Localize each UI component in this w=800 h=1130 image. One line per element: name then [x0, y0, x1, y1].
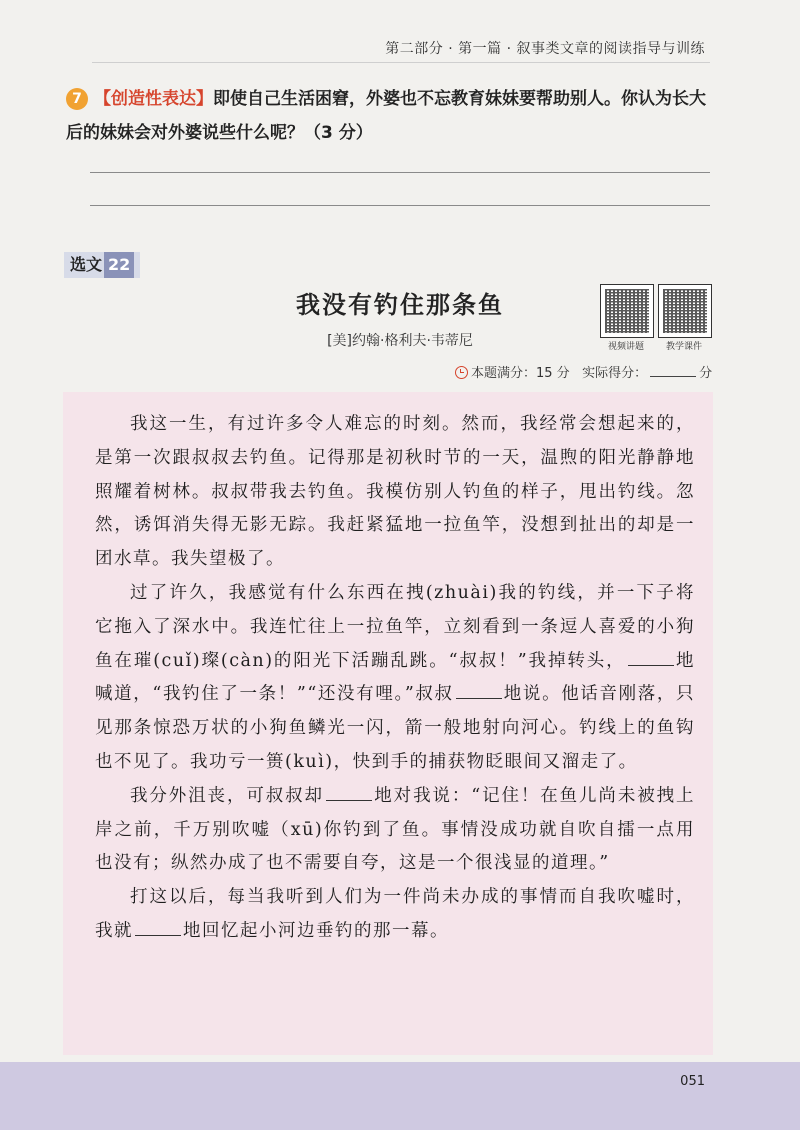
question-tag: 【创造性表达】 — [94, 89, 213, 109]
score-line — [455, 362, 712, 381]
full-score: 本题满分：15 分 — [471, 366, 570, 381]
paragraph-3-part-a: 我分外沮丧，可叔叔却 — [130, 785, 324, 806]
paragraph-4 — [95, 881, 695, 949]
fill-blank-1[interactable] — [628, 665, 674, 666]
paragraph-2-part-b: 地喊道，“我钓住了一条！”“还没有哩。”叔叔 — [95, 650, 696, 705]
article-author: [美]约翰·格利夫·韦蒂尼 — [327, 333, 473, 349]
qr-label-video: 视频讲题 — [607, 342, 644, 352]
selection-number: 22 — [104, 252, 134, 278]
footer-band — [0, 1062, 800, 1130]
fill-blank-4[interactable] — [135, 935, 181, 936]
clock-icon — [455, 366, 468, 379]
fill-blank-3[interactable] — [326, 800, 372, 801]
answer-line-2[interactable] — [90, 205, 710, 206]
actual-score-label: 实际得分： — [582, 366, 648, 381]
page-number: 051 — [680, 1074, 705, 1089]
passage-body — [95, 408, 695, 949]
selection-label — [64, 252, 140, 278]
qr-code-video-icon[interactable] — [600, 284, 654, 338]
paragraph-2-part-c: 地说。他话音刚落，只见那条惊恐万状的小狗鱼鳞光一闪，箭一般地射向河心。钓线上的鱼钩也不见了。我功亏一篑(kuì)，快到手的捕获物眨眼间又溜走了。 — [95, 684, 695, 772]
qr-label-courseware: 教学课件 — [665, 342, 702, 352]
fill-blank-2[interactable] — [456, 698, 502, 699]
paragraph-1: 我这一生，有过许多令人难忘的时刻。然而，我经常会想起来的，是第一次跟叔叔去钓鱼。记得那是初秋时节的一天，温煦的阳光静静地照耀着树林。叔叔带我去钓鱼。我模仿别人钓鱼的样子，甩出钓线。忽然，诱饵消失得无影无踪。我赶紧猛地一拉鱼竿，没想到扯出的却是一团水草。我失望极了。 — [95, 414, 695, 570]
paragraph-4-part-a: 打这以后，每当我听到人们为一件尚未办成的事情而自我吹嘘时，我就 — [95, 887, 695, 941]
question-number-badge: 7 — [66, 88, 88, 110]
paragraph-3-part-b: 地对我说：“记住！在鱼儿尚未被拽上岸之前，千万别吹嘘（xū)你钓到了鱼。事情没成功就自吹自擂一点用也没有；纵然办成了也不需要自夸，这是一个很浅显的道理。” — [95, 785, 695, 874]
running-header: 第二部分 · 第一篇 · 叙事类文章的阅读指导与训练 — [385, 41, 705, 57]
paragraph-2-part-a: 过了许久，我感觉有什么东西在拽(zhuài)我的钓线，并一下子将它拖入了深水中。我连忙往上一拉鱼竿，立刻看到一条逗人喜爱的小狗鱼在璀(cuǐ)璨(càn)的阳光下活蹦乱跳。“叔叔！”我掉转头， — [95, 582, 695, 671]
question-text: 即使自己生活困窘，外婆也不忘教育妹妹要帮助别人。你认为长大后的妹妹会对外婆说些什么呢？（3 分） — [66, 89, 706, 143]
paragraph-2 — [95, 577, 695, 780]
article-title: 我没有钓住那条鱼 — [296, 290, 504, 319]
paragraph-4-part-b: 地回忆起小河边垂钓的那一幕。 — [183, 920, 449, 941]
header-rule — [92, 62, 710, 63]
selection-label-text: 选文 — [70, 255, 103, 274]
paragraph-3 — [95, 780, 695, 881]
actual-score-blank[interactable] — [650, 376, 696, 377]
question-7 — [66, 82, 716, 150]
score-unit: 分 — [699, 366, 713, 381]
answer-line-1[interactable] — [90, 172, 710, 173]
qr-code-courseware-icon[interactable] — [658, 284, 712, 338]
